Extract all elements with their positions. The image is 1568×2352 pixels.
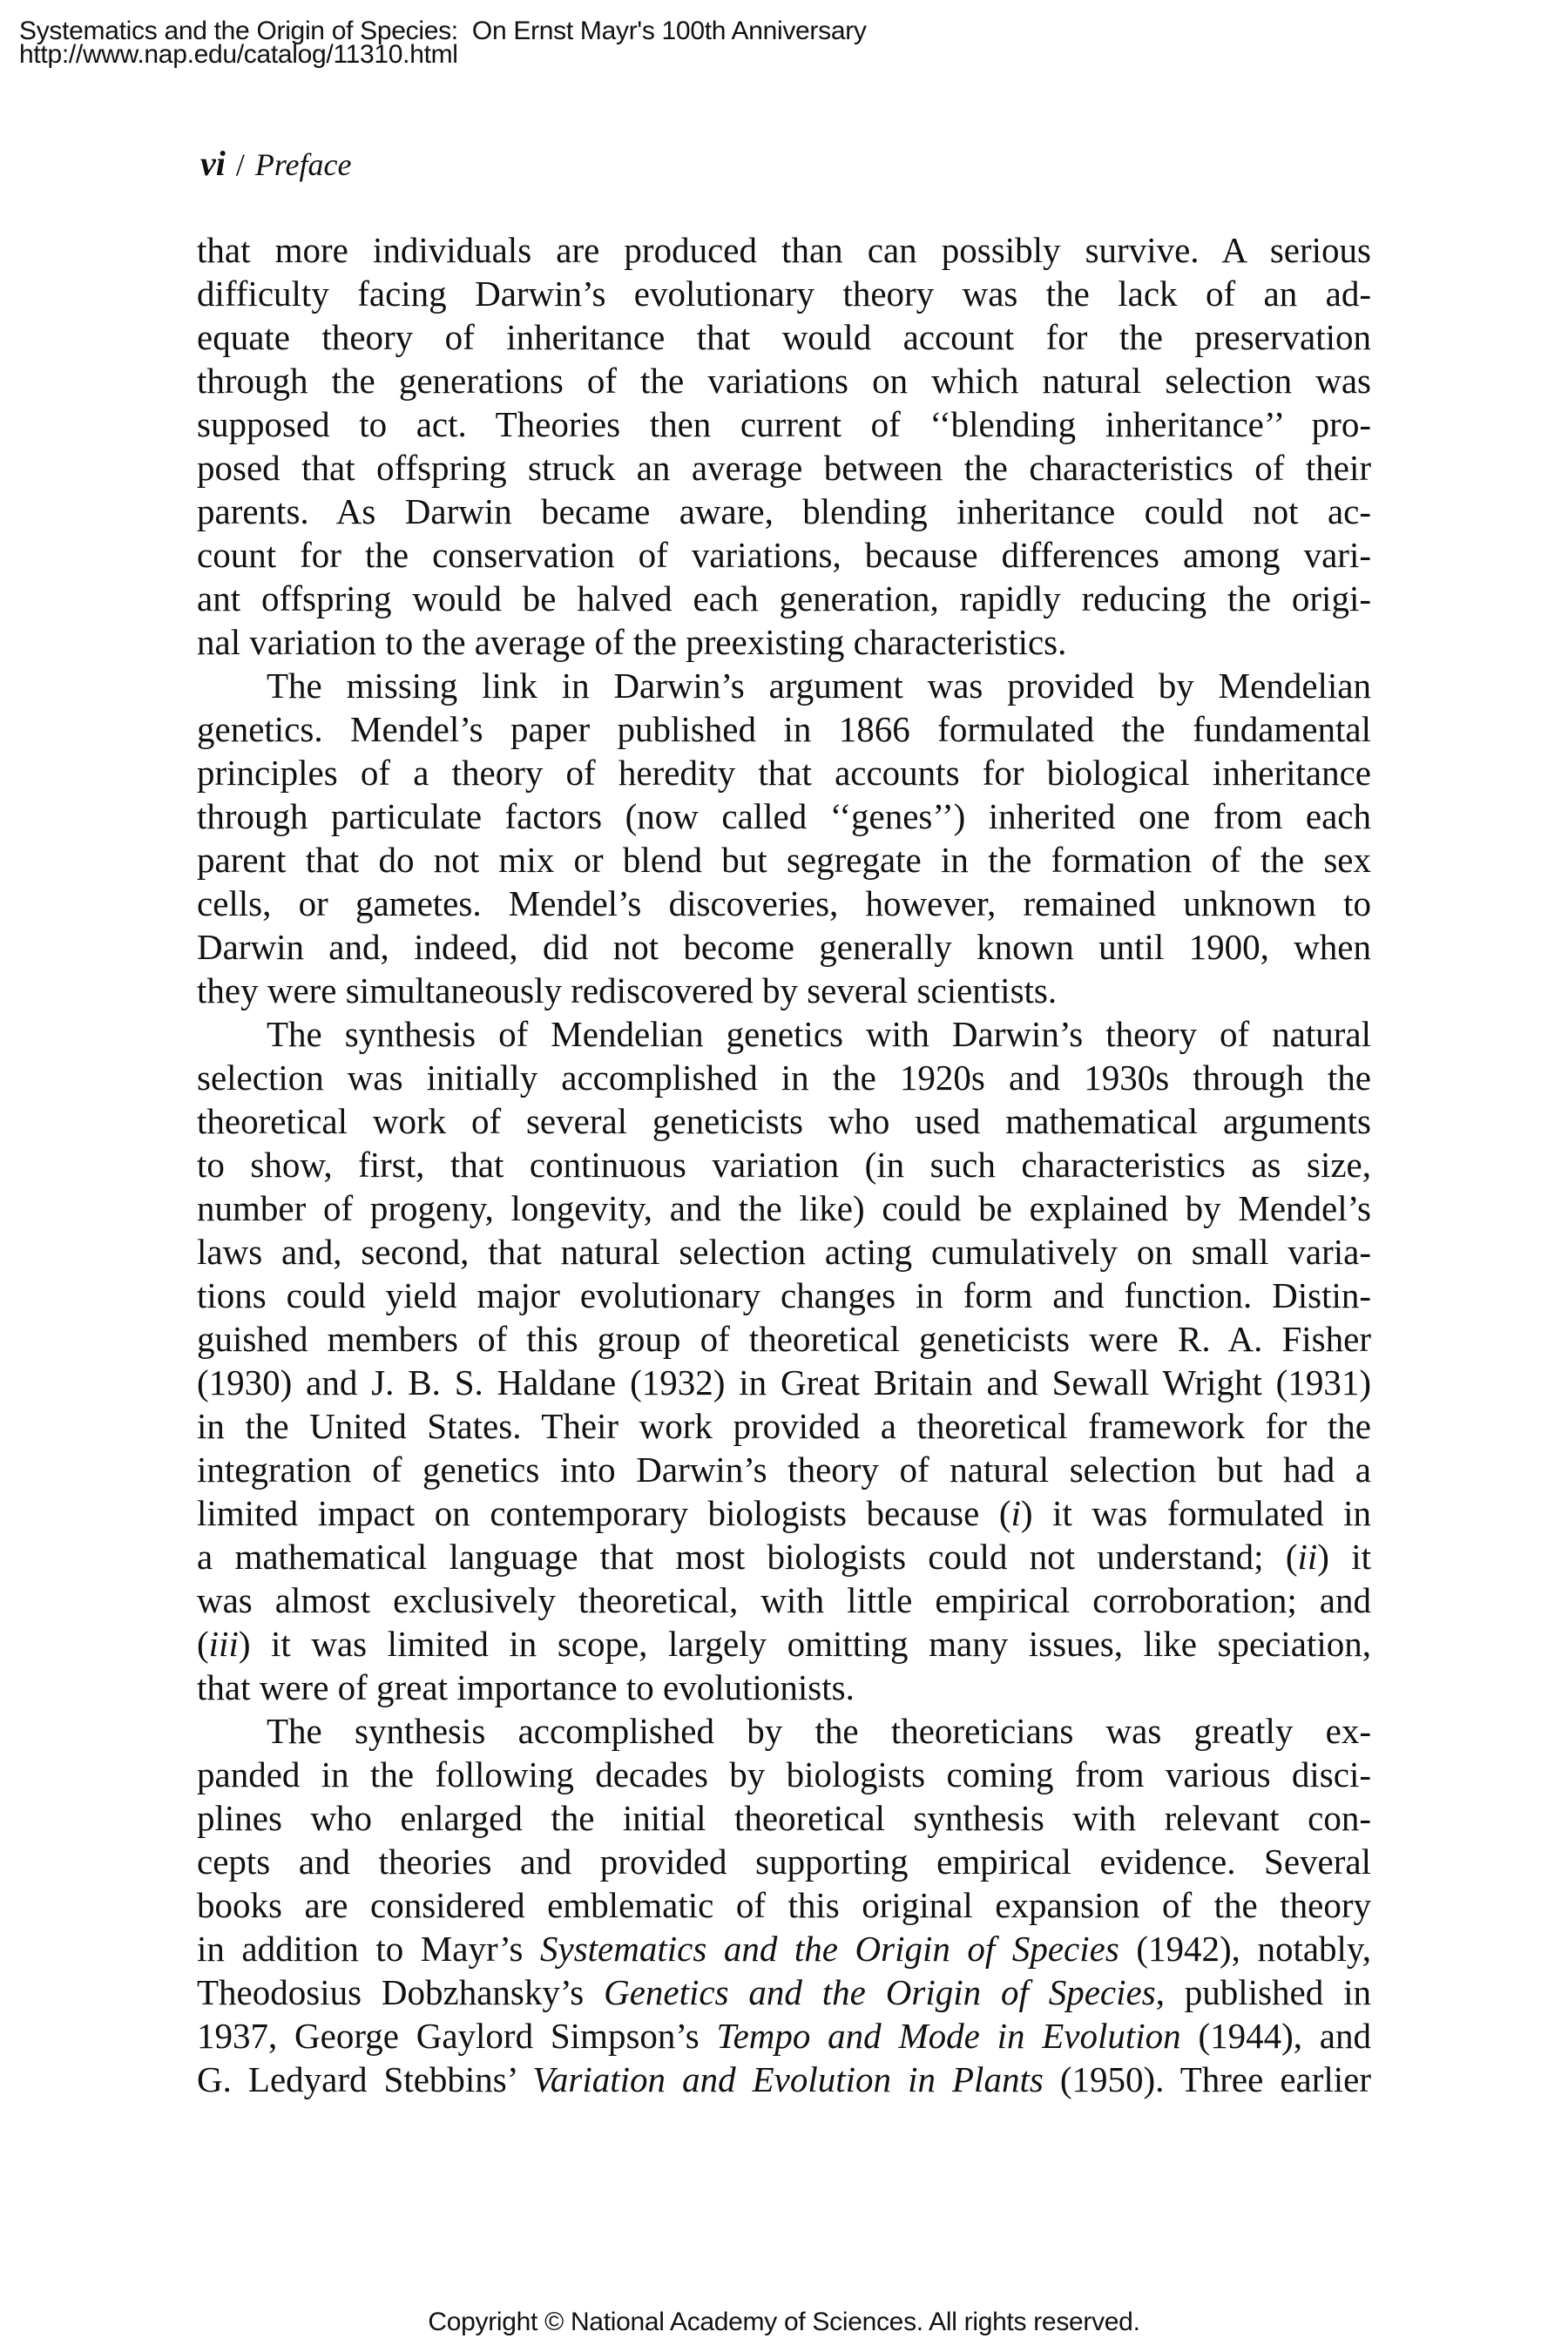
text-line: that were of great importance to evolutionists. (197, 1667, 855, 1707)
text-line: principles of a theory of heredity that accounts for biological inheritance (197, 753, 1371, 793)
text-line: equate theory of inheritance that would account for the preservation (197, 317, 1371, 357)
text-line: The missing link in Darwin’s argument was provided by Mendelian (267, 666, 1371, 706)
paragraph (197, 1709, 1371, 2101)
text-line: cepts and theories and provided supporting empirical evidence. Several (197, 1842, 1371, 1882)
text-line: that more individuals are produced than can possibly survive. A serious (197, 230, 1371, 270)
text-line: a mathematical language that most biologists could not understand; (ii) it (197, 1537, 1371, 1577)
text-line: number of progeny, longevity, and the like) could be explained by Mendel’s (197, 1188, 1371, 1228)
running-head (200, 145, 352, 184)
page-number: vi (200, 144, 226, 183)
text-line: supposed to act. Theories then current of ‘‘blending inheritance’’ pro- (197, 404, 1371, 444)
text-line: genetics. Mendel’s paper published in 1866 formulated the fundamental (197, 709, 1371, 749)
text-line: count for the conservation of variations, because differences among vari- (197, 535, 1371, 575)
italic-text: Genetics and the Origin of Species (604, 1972, 1156, 2012)
text-line: panded in the following decades by biologists coming from various disci- (197, 1754, 1371, 1794)
text-line: in addition to Mayr’s Systematics and the Origin of Species (1942), notably, (197, 1929, 1372, 1969)
paragraph (197, 228, 1371, 664)
text-line: plines who enlarged the initial theoretical synthesis with relevant con- (197, 1798, 1371, 1838)
body-text (197, 228, 1371, 2101)
italic-text: iii (208, 1624, 239, 1664)
italic-text: ii (1297, 1537, 1318, 1577)
text-line: ant offspring would be halved each generation, rapidly reducing the origi- (197, 578, 1371, 618)
text-line: through the generations of the variations on which natural selection was (197, 361, 1371, 401)
copyright-footer: Copyright © National Academy of Sciences. All rights reserved. (428, 2308, 1140, 2336)
running-head-separator: / (235, 147, 245, 182)
book-title: Systematics and the Origin of Species: On Ernst Mayr's 100th Anniversary (19, 17, 867, 45)
text-line: they were simultaneously rediscovered by several scientists. (197, 970, 1058, 1010)
text-line: through particulate factors (now called ‘‘genes’’) inherited one from each (197, 796, 1371, 836)
text-line: The synthesis of Mendelian genetics with Darwin’s theory of natural (267, 1014, 1371, 1054)
text-line: posed that offspring struck an average between the characteristics of their (197, 448, 1371, 488)
text-line: cells, or gametes. Mendel’s discoveries, however, remained unknown to (197, 883, 1371, 923)
italic-text: Tempo and Mode in Evolution (716, 2016, 1181, 2056)
text-line: guished members of this group of theoretical geneticists were R. A. Fisher (197, 1319, 1371, 1359)
text-line: selection was initially accomplished in the 1920s and 1930s through the (197, 1058, 1371, 1098)
text-line: theoretical work of several geneticists who used mathematical arguments (197, 1101, 1371, 1141)
section-title: Preface (254, 147, 352, 182)
text-line: limited impact on contemporary biologists because (i) it was formulated in (197, 1493, 1372, 1533)
text-line: integration of genetics into Darwin’s theory of natural selection but had a (197, 1450, 1371, 1490)
text-line: (1930) and J. B. S. Haldane (1932) in Great Britain and Sewall Wright (1931) (197, 1362, 1371, 1402)
text-line: parents. As Darwin became aware, blending inheritance could not ac- (197, 491, 1371, 531)
text-line: Darwin and, indeed, did not become generally known until 1900, when (197, 927, 1371, 967)
text-line: The synthesis accomplished by the theoreticians was greatly ex- (267, 1711, 1371, 1751)
text-line: difficulty facing Darwin’s evolutionary theory was the lack of an ad- (197, 274, 1371, 314)
italic-text: i (1010, 1493, 1021, 1533)
source-url[interactable]: http://www.nap.edu/catalog/11310.html (19, 40, 458, 69)
paragraph (197, 664, 1371, 1012)
italic-text: Variation and Evolution in Plants (532, 2059, 1044, 2099)
text-line: G. Ledyard Stebbins’ Variation and Evolution in Plants (1950). Three earlier (197, 2059, 1372, 2099)
text-line: tions could yield major evolutionary changes in form and function. Distin- (197, 1275, 1371, 1315)
text-line: in the United States. Their work provided a theoretical framework for the (197, 1406, 1371, 1446)
text-line: (iii) it was limited in scope, largely omitting many issues, like speciation, (197, 1624, 1371, 1664)
text-line: to show, first, that continuous variation (in such characteristics as size, (197, 1145, 1371, 1185)
source-header (19, 17, 867, 69)
text-line: books are considered emblematic of this original expansion of the theory (197, 1885, 1371, 1925)
text-line: was almost exclusively theoretical, with little empirical corroboration; and (197, 1580, 1371, 1620)
text-line: nal variation to the average of the preexisting characteristics. (197, 622, 1067, 662)
text-line: parent that do not mix or blend but segregate in the formation of the sex (197, 840, 1371, 880)
text-line: Theodosius Dobzhansky’s Genetics and the Origin of Species, published in (197, 1972, 1372, 2012)
text-line: laws and, second, that natural selection acting cumulatively on small varia- (197, 1232, 1371, 1272)
text-line: 1937, George Gaylord Simpson’s Tempo and Mode in Evolution (1944), and (197, 2016, 1371, 2056)
paragraph (197, 1012, 1371, 1709)
italic-text: Systematics and the Origin of Species (540, 1929, 1119, 1969)
